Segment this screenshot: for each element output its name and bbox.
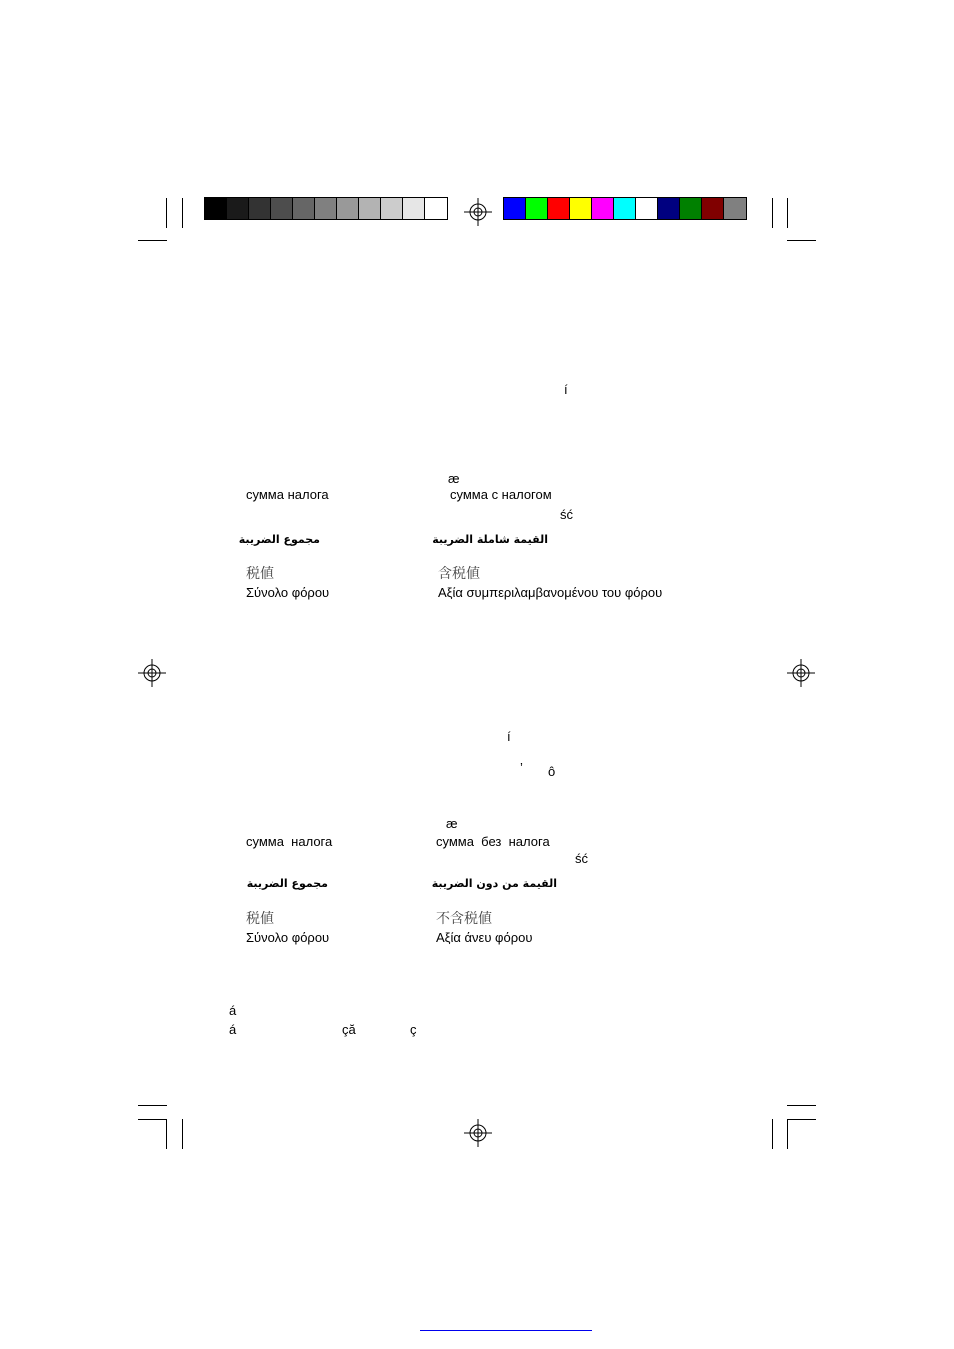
ja-value: 不含税値 <box>436 911 492 927</box>
ru-value: сумма без налога <box>436 834 550 849</box>
ru-label: сумма налога <box>246 834 333 849</box>
color-swatch <box>425 198 447 219</box>
color-swatch <box>548 198 570 219</box>
color-swatch <box>249 198 271 219</box>
stray-char: í <box>564 382 568 397</box>
stray-char: á <box>229 1022 237 1037</box>
color-swatch <box>702 198 724 219</box>
ja-label: 税値 <box>246 566 274 582</box>
ar-value: القيمة شاملة الضريبة <box>432 533 548 546</box>
color-swatch-strip <box>503 197 747 220</box>
gray-swatch-strip <box>204 197 448 220</box>
ar-value: القيمة من دون الضريبة <box>431 877 557 890</box>
color-swatch <box>570 198 592 219</box>
color-swatch <box>526 198 548 219</box>
color-swatch <box>359 198 381 219</box>
el-label: Σύνολο φόρου <box>246 585 330 600</box>
color-swatch <box>227 198 249 219</box>
color-swatch <box>315 198 337 219</box>
color-swatch <box>658 198 680 219</box>
el-value: Αξία άνευ φόρου <box>436 930 533 945</box>
color-swatch <box>403 198 425 219</box>
el-label: Σύνολο φόρου <box>246 930 330 945</box>
color-swatch <box>381 198 403 219</box>
color-swatch <box>205 198 227 219</box>
el-value: Αξία συμπεριλαμβανομένου του φόρου <box>438 585 663 600</box>
stray-char: ô <box>548 764 556 779</box>
registration-target-icon <box>464 1119 492 1147</box>
color-swatch <box>592 198 614 219</box>
color-swatch <box>680 198 702 219</box>
ar-label: مجموع الضريبة <box>246 877 328 890</box>
stray-char: í <box>507 729 511 744</box>
color-swatch <box>293 198 315 219</box>
color-swatch <box>724 198 746 219</box>
ru-value: сумма с налогом <box>450 487 552 502</box>
stray-char: ść <box>575 851 588 866</box>
stray-char: ’ <box>520 760 523 775</box>
registration-target-icon <box>138 659 166 687</box>
footer-link-underline[interactable] <box>420 1330 592 1331</box>
stray-char: æ <box>448 471 460 486</box>
stray-char: ść <box>560 507 573 522</box>
ru-label: сумма налога <box>246 487 329 502</box>
registration-target-icon <box>787 659 815 687</box>
ja-value: 含税値 <box>438 566 480 582</box>
color-swatch <box>337 198 359 219</box>
ar-label: مجموع الضريبة <box>238 533 320 546</box>
stray-char: çă <box>342 1022 356 1037</box>
stray-char: ç <box>410 1022 417 1037</box>
registration-target-icon <box>464 198 492 226</box>
color-swatch <box>636 198 658 219</box>
color-swatch <box>504 198 526 219</box>
stray-char: æ <box>446 816 458 831</box>
ja-label: 税値 <box>246 911 274 927</box>
color-swatch <box>614 198 636 219</box>
stray-char: á <box>229 1003 237 1018</box>
color-swatch <box>271 198 293 219</box>
